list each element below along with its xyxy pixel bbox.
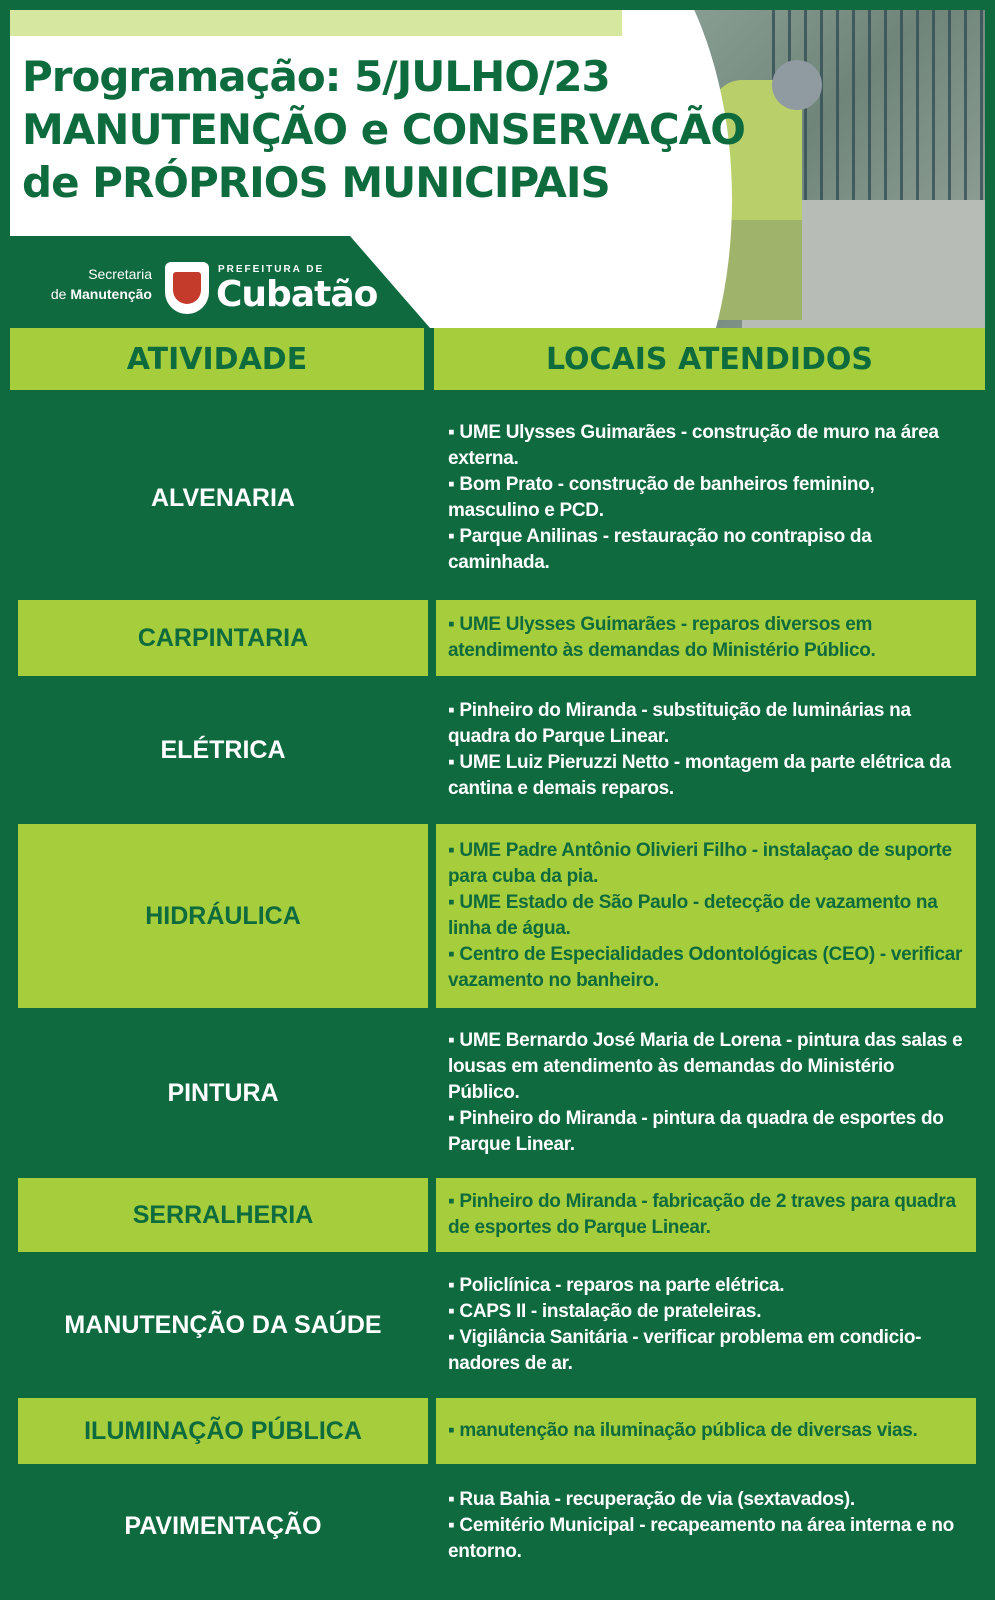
location-item: ▪ Bom Prato - construção de banheiros feminino, masculino e PCD. — [448, 474, 875, 521]
locations-cell — [436, 1472, 976, 1580]
activity-cell: HIDRÁULICA — [18, 824, 428, 1008]
location-item: ▪ UME Estado de São Paulo - detecção de vazamento na linha de água. — [448, 892, 938, 939]
location-item: ▪ manutenção na iluminação pública de diversas vias. — [448, 1420, 918, 1441]
location-item: ▪ Policlínica - reparos na parte elétrica. — [448, 1275, 785, 1296]
secretaria-label — [32, 264, 152, 304]
secretaria-line1: Secretaria — [88, 266, 152, 282]
header-banner — [10, 10, 985, 328]
activity-cell: PINTURA — [18, 1016, 428, 1170]
location-item: ▪ UME Luiz Pieruzzi Netto - montagem da parte elétrica da cantina e demais reparos. — [448, 752, 951, 799]
logo-small-text: PREFEITURA DE — [218, 264, 325, 275]
location-item: ▪ Pinheiro do Miranda - substituição de luminárias na quadra do Parque Linear. — [448, 700, 911, 747]
location-item: ▪ Rua Bahia - recuperação de via (sextavados). — [448, 1489, 855, 1510]
location-item: ▪ Cemitério Municipal - recapeamento na área interna e no entorno. — [448, 1515, 954, 1562]
location-item: ▪ Vigilância Sanitária - verificar problema em condicio-nadores de ar. — [448, 1327, 922, 1374]
activity-cell: ALVENARIA — [18, 404, 428, 592]
location-item: ▪ Centro de Especialidades Odontológicas (CEO) - verificar vazamento no banheiro. — [448, 944, 963, 991]
activity-cell: SERRALHERIA — [18, 1178, 428, 1252]
activity-cell: PAVIMENTAÇÃO — [18, 1472, 428, 1580]
title-line-1: Programação: 5/JULHO/23 — [22, 52, 610, 101]
crest-shield-shape — [173, 272, 201, 304]
locations-cell — [436, 404, 976, 592]
activity-cell: MANUTENÇÃO DA SAÚDE — [18, 1260, 428, 1390]
secretaria-line2 — [32, 284, 152, 304]
locations-cell — [436, 824, 976, 1008]
locations-cell — [436, 1178, 976, 1252]
locations-cell — [436, 1016, 976, 1170]
locations-cell — [436, 1398, 976, 1464]
column-header-activity: ATIVIDADE — [10, 328, 424, 390]
logo-main-text: Cubatão — [216, 274, 378, 315]
title-line-2: MANUTENÇÃO e CONSERVAÇÃO — [22, 105, 745, 154]
location-item: ▪ Parque Anilinas - restauração no contrapiso da caminhada. — [448, 526, 872, 573]
activity-cell: CARPINTARIA — [18, 600, 428, 676]
worker-helmet-shape — [772, 60, 822, 110]
location-item: ▪ Pinheiro do Miranda - pintura da quadra de esportes do Parque Linear. — [448, 1108, 944, 1155]
city-crest-icon — [165, 262, 209, 314]
location-item: ▪ UME Bernardo José Maria de Lorena - pintura das salas e lousas em atendimento às demandas do Ministério Público. — [448, 1030, 963, 1103]
worker-photo — [622, 10, 985, 328]
secretaria-bold: Manutenção — [70, 286, 152, 302]
location-item: ▪ Pinheiro do Miranda - fabricação de 2 traves para quadra de esportes do Parque Linear. — [448, 1191, 956, 1238]
secretaria-prefix: de — [50, 286, 67, 302]
column-header-locations: LOCAIS ATENDIDOS — [434, 328, 985, 390]
title-line-3: de PRÓPRIOS MUNICIPAIS — [22, 158, 610, 207]
activity-cell: ILUMINAÇÃO PÚBLICA — [18, 1398, 428, 1464]
location-item: ▪ UME Padre Antônio Olivieri Filho - instalaçao de suporte para cuba da pia. — [448, 840, 952, 887]
activity-cell: ELÉTRICA — [18, 684, 428, 816]
locations-cell — [436, 684, 976, 816]
locations-cell — [436, 1260, 976, 1390]
location-item: ▪ UME Ulysses Guimarães - construção de muro na área externa. — [448, 422, 939, 469]
locations-cell — [436, 600, 976, 676]
location-item: ▪ CAPS II - instalação de prateleiras. — [448, 1301, 762, 1322]
location-item: ▪ UME Ulysses Guimarães - reparos diversos em atendimento às demandas do Ministério Público. — [448, 614, 876, 661]
